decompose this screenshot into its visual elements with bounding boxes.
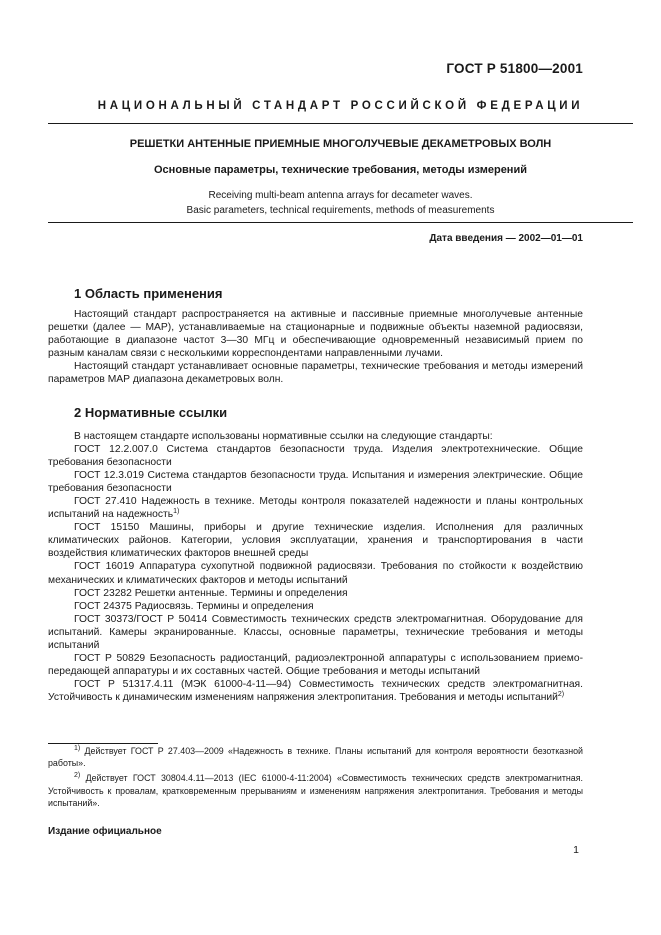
section-1-body	[48, 308, 583, 386]
introduction-date: Дата введения — 2002—01—01	[429, 233, 583, 244]
reference-text: ГОСТ 27.410 Надежность в технике. Методы контроля показателей надежности и планы контрольных испытаний на надежность	[48, 496, 583, 521]
paragraph: В настоящем стандарте использованы нормативные ссылки на следующие стандарты:	[74, 431, 493, 442]
section-2-title: 2 Нормативные ссылки	[74, 405, 228, 420]
reference-item	[48, 495, 583, 521]
reference-item: ГОСТ 12.3.019 Система стандартов безопасности труда. Испытания и измерения электрические. Общие требования безопасности	[48, 470, 583, 495]
standard-title: РЕШЕТКИ АНТЕННЫЕ ПРИЕМНЫЕ МНОГОЛУЧЕВЫЕ ДЕКАМЕТРОВЫХ ВОЛН	[129, 138, 552, 150]
footnote-marker: 2)	[74, 772, 81, 780]
footnote	[48, 745, 583, 769]
reference-item: ГОСТ 23282 Решетки антенные. Термины и определения	[74, 587, 348, 599]
reference-item: ГОСТ 24375 Радиосвязь. Термины и определения	[74, 600, 314, 612]
reference-text: ГОСТ Р 51317.4.11 (МЭК 61000-4-11—94) Совместимость технических средств электромагнитная. Устойчивость к динамическим изменениям напряжения электропитания. Требования и методы испытаний	[48, 678, 583, 703]
section-2-body	[48, 430, 583, 704]
reference-item: ГОСТ Р 50829 Безопасность радиостанций, радиоэлектронной аппаратуры с использованием приемо-передающей аппаратуры и их составных частей. Общие требования и методы испытаний	[48, 652, 583, 677]
reference-item: ГОСТ 15150 Машины, приборы и другие технические изделия. Исполнения для различных климатических районов. Категории, условия эксплуатации, хранения и транспортирования в части воздействия климатических факторов внешней среды	[48, 522, 583, 560]
footnote-marker: 1)	[173, 508, 180, 516]
reference-item: ГОСТ 16019 Аппаратура сухопутной подвижной радиосвязи. Требования по стойкости к воздействию механических и климатических факторов и методы испытаний	[48, 561, 583, 586]
title-rule	[48, 222, 633, 223]
page-number: 1	[573, 844, 579, 856]
standard-subtitle: Основные параметры, технические требования, методы измерений	[154, 164, 527, 176]
footnote-separator	[48, 743, 158, 744]
document-code: ГОСТ Р 51800—2001	[446, 61, 583, 76]
reference-item: ГОСТ 12.2.007.0 Система стандартов безопасности труда. Изделия электротехнические. Общие требования безопасности	[48, 444, 583, 469]
official-edition-label: Издание официальное	[48, 826, 162, 837]
footnote-marker: 1)	[74, 745, 81, 752]
reference-item: ГОСТ 30373/ГОСТ Р 50414 Совместимость технических средств электромагнитная. Оборудование для испытаний. Камеры экранированные. Классы, основные параметры, технические требования и методы испытаний	[48, 613, 583, 651]
english-title-line: Receiving multi-beam antenna arrays for decameter waves.	[208, 190, 473, 201]
footnote	[48, 772, 583, 809]
footnotes	[48, 745, 583, 812]
footnote-marker: 2)	[557, 690, 565, 698]
english-title-line: Basic parameters, technical requirements, methods of measurements	[186, 205, 495, 216]
footnote-text: Действует ГОСТ 30804.4.11—2013 (IEC 61000-4-11:2004) «Совместимость технических средств электромагнитная. Устойчивость к провалам, кратковременным прерываниям и изменениям напряжения электропитания. Требования и методы испытаний».	[48, 773, 583, 808]
reference-item	[48, 678, 583, 704]
english-title	[48, 188, 633, 218]
paragraph: Настоящий стандарт устанавливает основные параметры, технические требования и методы измерений параметров МАР диапазона декаметровых волн.	[48, 361, 583, 386]
national-standard-heading: НАЦИОНАЛЬНЫЙ СТАНДАРТ РОССИЙСКОЙ ФЕДЕРАЦИИ	[97, 100, 584, 112]
paragraph: Настоящий стандарт распространяется на активные и пассивные приемные многолучевые антенные решетки (далее — МАР), устанавливаемые на стационарные и подвижные объекты наземной радиосвязи, работающие в диапазоне частот 3—30 МГц и обеспечивающие одновременный независимый прием по разным каналам связи с несколькими корреспондентами направленными лучами.	[48, 309, 583, 360]
footnote-text: Действует ГОСТ Р 27.403—2009 «Надежность в технике. Планы испытаний для контроля вероятности безотказной работы».	[48, 746, 583, 769]
header-rule	[48, 123, 633, 124]
section-1-title: 1 Область применения	[74, 286, 223, 301]
